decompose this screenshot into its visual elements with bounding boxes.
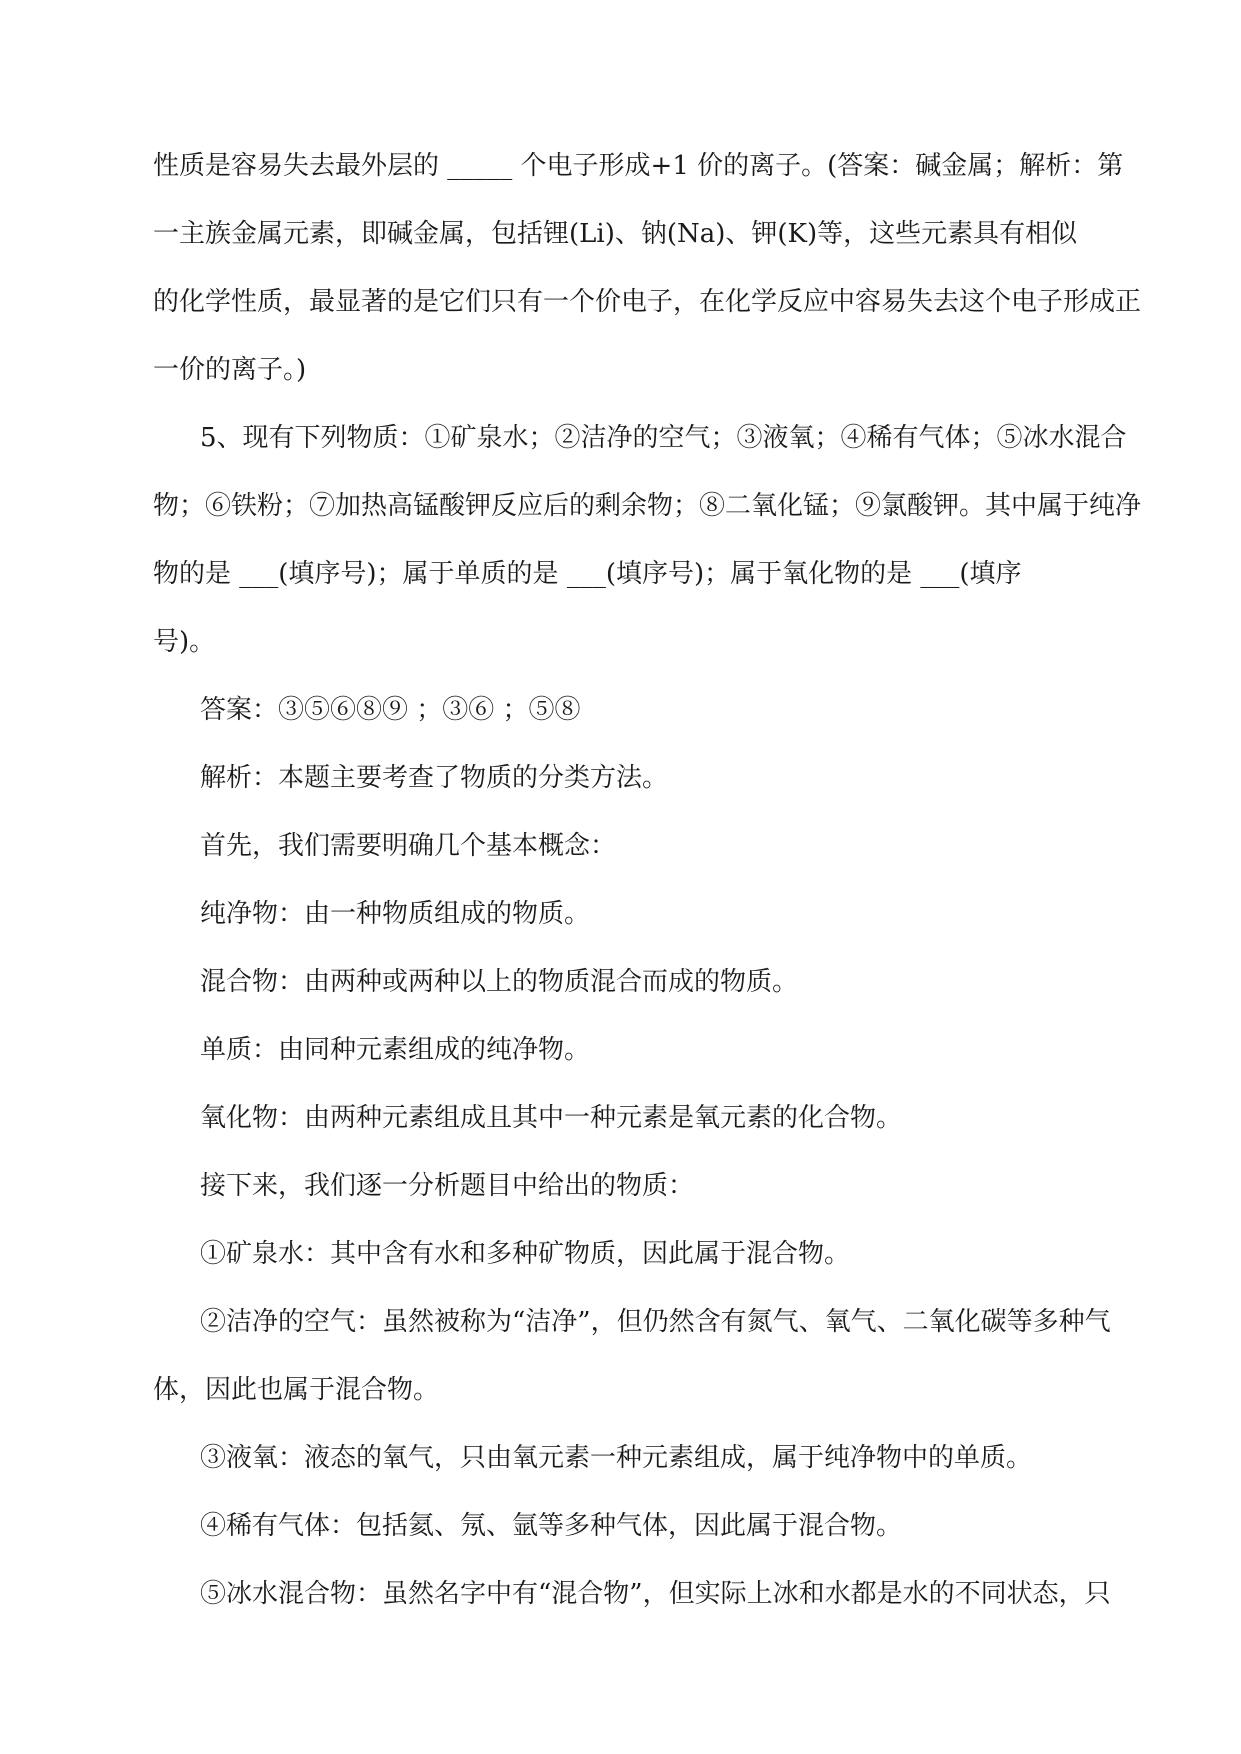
text-line: 物；⑥铁粉；⑦加热高锰酸钾反应后的剩余物；⑧二氧化锰；⑨氯酸钾。其中属于纯净 bbox=[153, 491, 1142, 521]
text-line: 首先，我们需要明确几个基本概念： bbox=[200, 831, 617, 861]
item-line: ①矿泉水：其中含有水和多种矿物质，因此属于混合物。 bbox=[200, 1239, 851, 1269]
text-line: 的化学性质，最显著的是它们只有一个价电子，在化学反应中容易失去这个电子形成正 bbox=[153, 287, 1142, 317]
definition-line: 氧化物：由两种元素组成且其中一种元素是氧元素的化合物。 bbox=[200, 1103, 903, 1133]
text-line: 号)。 bbox=[153, 627, 216, 657]
text-line: 一价的离子。) bbox=[153, 355, 307, 385]
text-line: 接下来，我们逐一分析题目中给出的物质： bbox=[200, 1171, 695, 1201]
item-line: ④稀有气体：包括氦、氖、氩等多种气体，因此属于混合物。 bbox=[200, 1511, 903, 1541]
definition-line: 单质：由同种元素组成的纯净物。 bbox=[200, 1035, 591, 1065]
analysis-line: 解析：本题主要考查了物质的分类方法。 bbox=[200, 763, 669, 793]
item-line: ③液氧：液态的氧气，只由氧元素一种元素组成，属于纯净物中的单质。 bbox=[200, 1443, 1033, 1473]
definition-line: 混合物：由两种或两种以上的物质混合而成的物质。 bbox=[200, 967, 799, 997]
definition-line: 纯净物：由一种物质组成的物质。 bbox=[200, 899, 591, 929]
text-line: 体，因此也属于混合物。 bbox=[153, 1375, 440, 1405]
text-line: 性质是容易失去最外层的 _____ 个电子形成+1 价的离子。(答案：碱金属；解析：第 bbox=[153, 151, 1124, 181]
question-5-line: 5、现有下列物质：①矿泉水；②洁净的空气；③液氧；④稀有气体；⑤冰水混合 bbox=[200, 423, 1127, 453]
item-line: ②洁净的空气：虽然被称为“洁净”，但仍然含有氮气、氧气、二氧化碳等多种气 bbox=[200, 1307, 1111, 1337]
item-line: ⑤冰水混合物：虽然名字中有“混合物”，但实际上冰和水都是水的不同状态，只 bbox=[200, 1579, 1111, 1609]
text-line: 物的是 ___(填序号)；属于单质的是 ___(填序号)；属于氧化物的是 ___(填序 bbox=[153, 559, 1022, 589]
answer-line: 答案：③⑤⑥⑧⑨ ；③⑥ ；⑤⑧ bbox=[200, 695, 581, 725]
text-line: 一主族金属元素，即碱金属，包括锂(Li)、钠(Na)、钾(K)等，这些元素具有相似 bbox=[153, 219, 1078, 249]
